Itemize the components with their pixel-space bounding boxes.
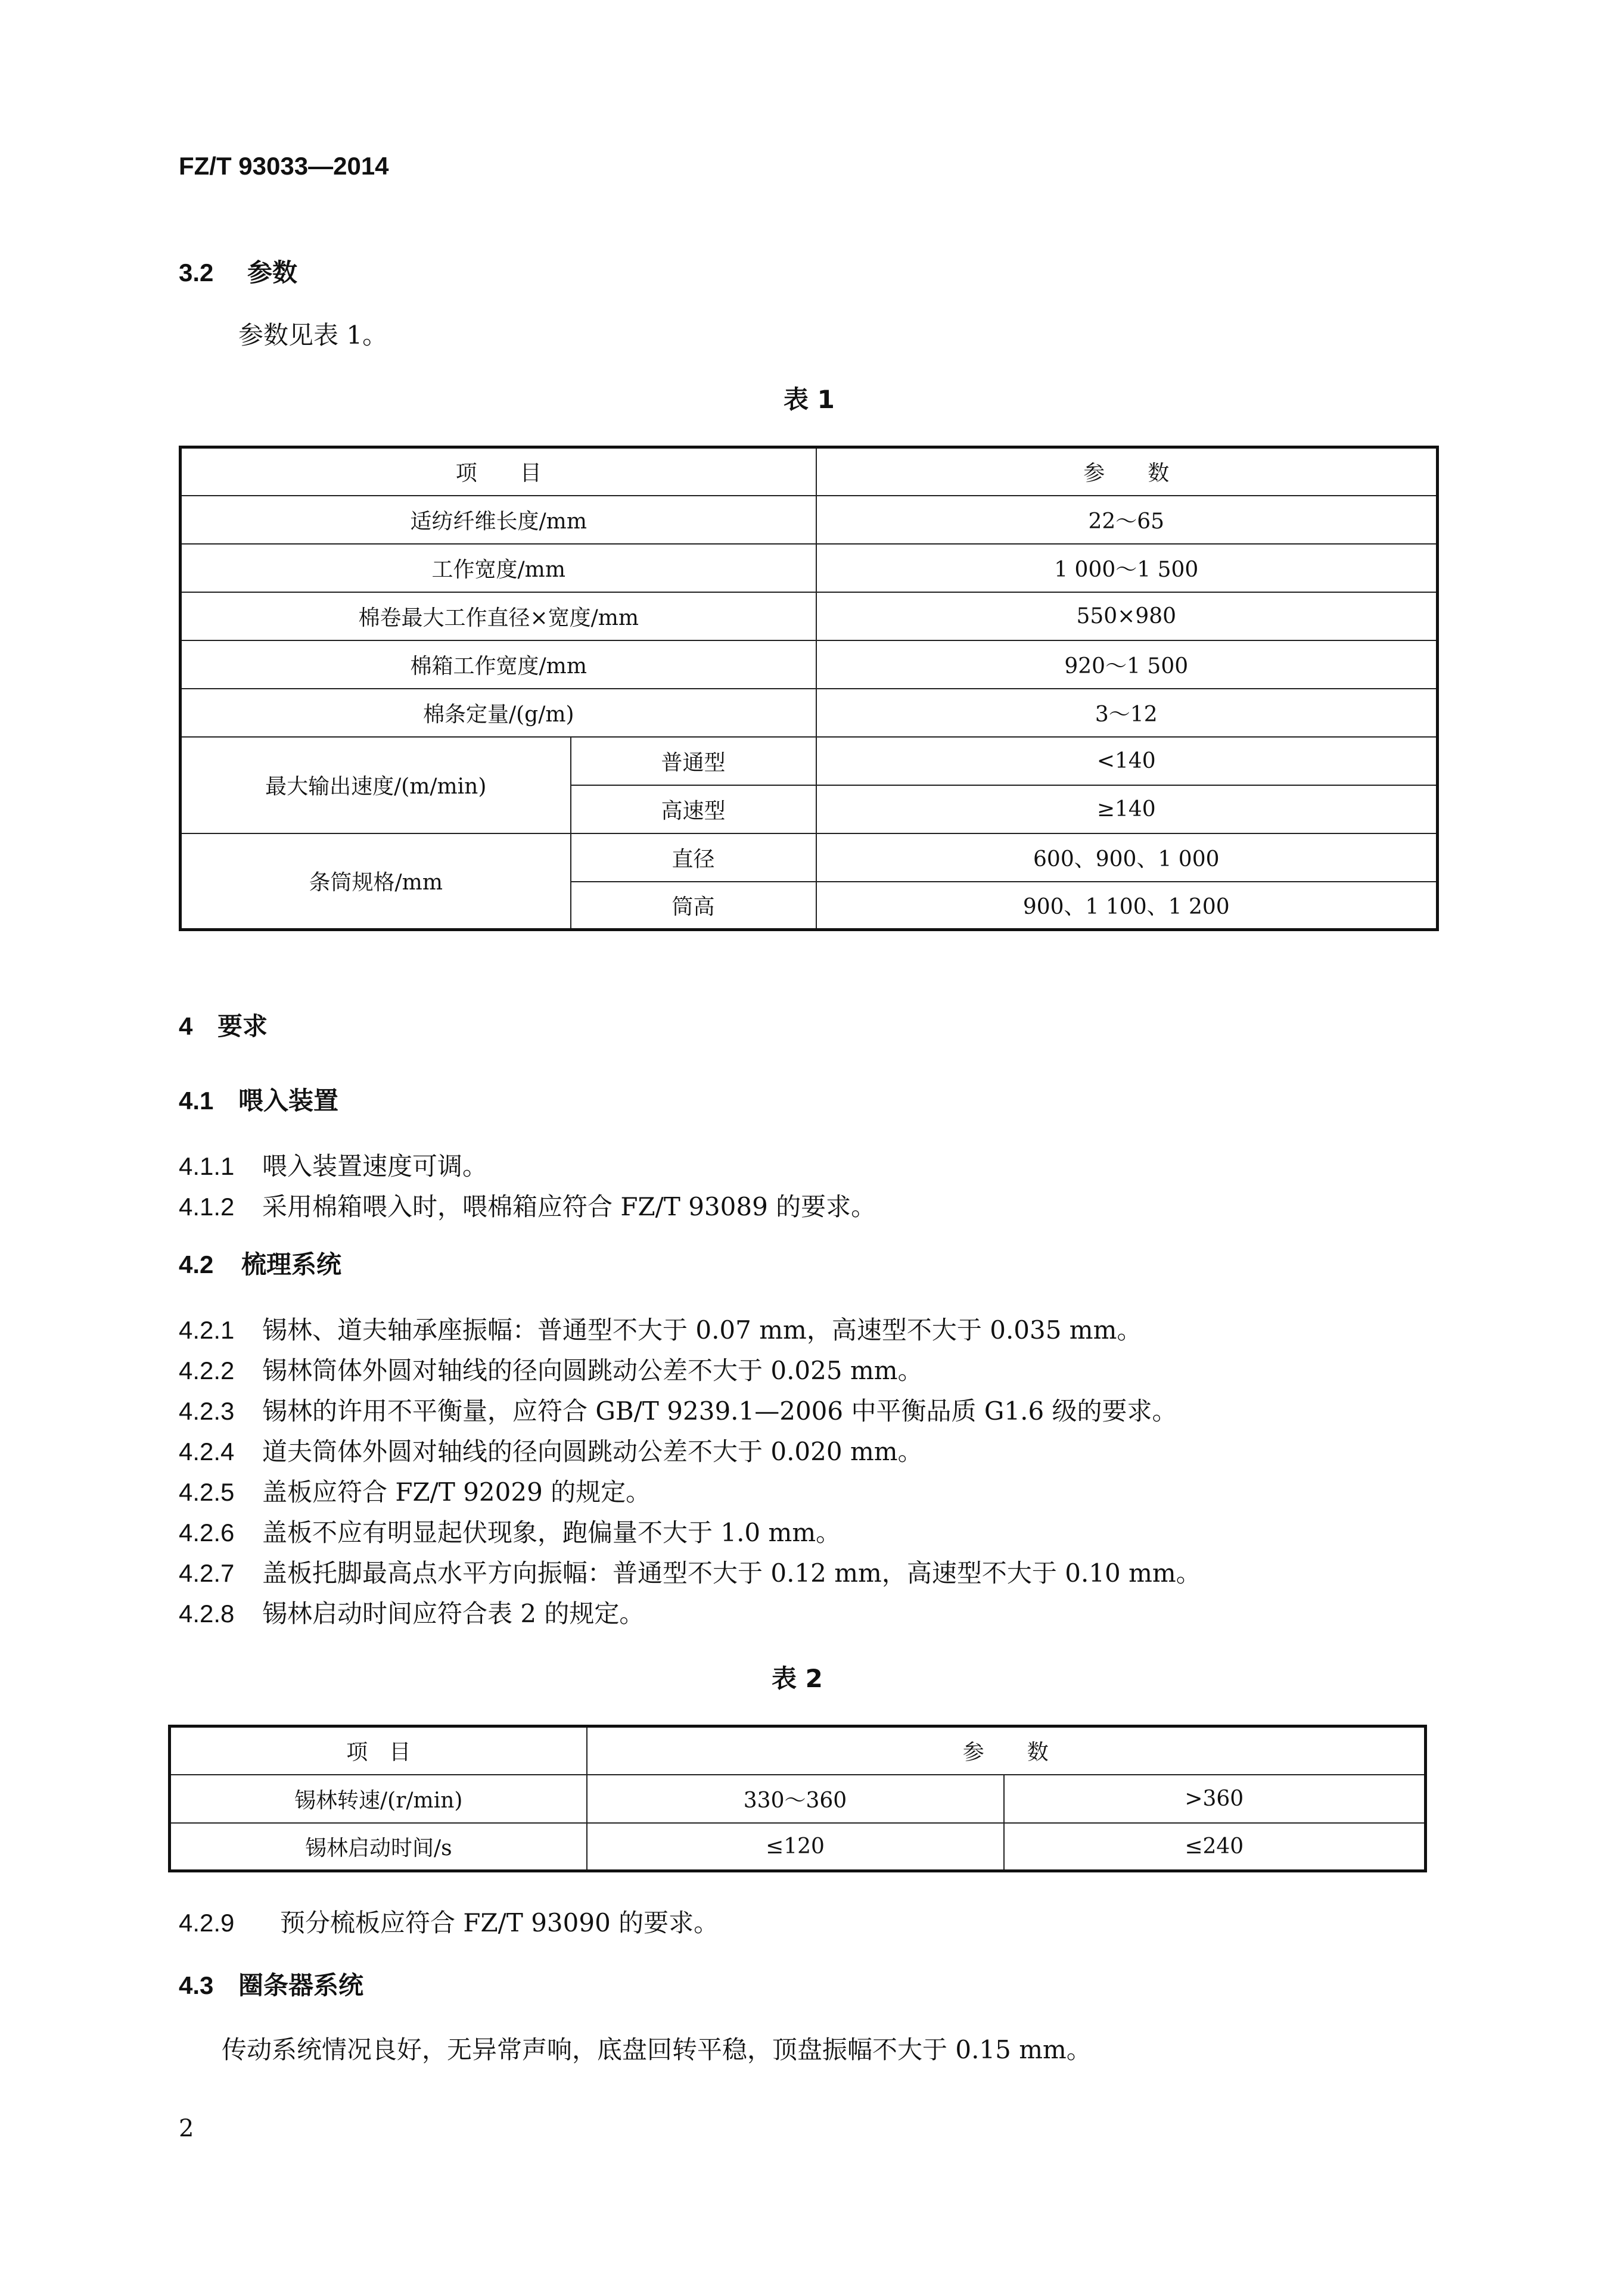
table-cell: ≤120 <box>587 1823 1004 1871</box>
clause-text: 盖板不应有明显起伏现象，跑偏量不大于 1.0 mm。 <box>262 1518 841 1547</box>
section-title: 要求 <box>217 1012 268 1041</box>
section-title: 梳理系统 <box>241 1250 342 1279</box>
clause-text: 采用棉箱喂入时，喂棉箱应符合 FZ/T 93089 的要求。 <box>262 1192 876 1221</box>
table-row <box>181 447 1438 496</box>
table-cell: ≥140 <box>816 785 1438 833</box>
section-number: 3.2 <box>179 259 214 287</box>
clause-text: 道夫筒体外圆对轴线的径向圆跳动公差不大于 0.020 mm。 <box>262 1437 923 1466</box>
table-row <box>170 1726 1426 1775</box>
table-row <box>181 544 1438 592</box>
clause-4-2-7 <box>179 1554 1201 1589</box>
clause-4-2-1 <box>179 1311 1142 1346</box>
table-1-caption: 表 1 <box>784 385 835 414</box>
table-cell: 600、900、1 000 <box>816 833 1438 882</box>
clause-text: 盖板托脚最高点水平方向振幅：普通型不大于 0.12 mm，高速型不大于 0.10 mm。 <box>262 1558 1201 1588</box>
page-number: 2 <box>179 2115 194 2142</box>
section-title: 参数 <box>247 258 298 287</box>
table-cell: 920～1 500 <box>816 640 1438 689</box>
clause-4-2-2 <box>179 1351 923 1387</box>
table-2-caption: 表 2 <box>772 1664 823 1693</box>
table-row <box>181 737 1438 785</box>
table-header-cell: 项 目 <box>170 1726 587 1775</box>
clause-number: 4.2.3 <box>179 1397 235 1425</box>
table-cell: 最大输出速度/(m/min) <box>181 737 571 833</box>
table-cell: 高速型 <box>571 785 816 833</box>
table-row <box>181 592 1438 640</box>
section-number: 4.2 <box>179 1250 214 1278</box>
clause-number: 4.1.2 <box>179 1193 235 1221</box>
table-row <box>181 833 1438 882</box>
section-3-2-text: 参数见表 1。 <box>238 321 388 350</box>
clause-number: 4.2.6 <box>179 1519 235 1547</box>
section-4-3-heading <box>179 1966 363 2002</box>
clause-4-1-2 <box>179 1187 876 1223</box>
clause-4-2-6 <box>179 1513 841 1549</box>
section-4-1-heading <box>179 1081 338 1117</box>
table-1 <box>179 446 1439 931</box>
table-cell: 1 000～1 500 <box>816 544 1438 592</box>
section-title: 圈条器系统 <box>238 1971 364 2000</box>
clause-number: 4.2.1 <box>179 1316 235 1344</box>
clause-4-2-3 <box>179 1392 1177 1427</box>
clause-text: 锡林启动时间应符合表 2 的规定。 <box>262 1599 645 1628</box>
table-header-cell: 参 数 <box>816 447 1438 496</box>
clause-4-1-1 <box>179 1147 487 1183</box>
table-row <box>181 496 1438 544</box>
table-cell: 适纺纤维长度/mm <box>181 496 816 544</box>
section-4-2-heading <box>179 1245 341 1281</box>
section-3-2-heading <box>179 253 297 289</box>
section-4-heading <box>179 1007 268 1043</box>
section-number: 4.1 <box>179 1087 214 1115</box>
clause-number: 4.1.1 <box>179 1152 235 1180</box>
clause-text: 锡林筒体外圆对轴线的径向圆跳动公差不大于 0.025 mm。 <box>262 1356 923 1385</box>
table-cell: 22～65 <box>816 496 1438 544</box>
table-cell: 棉条定量/(g/m) <box>181 689 816 737</box>
clause-number: 4.2.9 <box>179 1909 235 1937</box>
table-row <box>181 640 1438 689</box>
table-cell: 条筒规格/mm <box>181 833 571 930</box>
clause-number: 4.2.8 <box>179 1600 235 1628</box>
table-cell: 900、1 100、1 200 <box>816 882 1438 930</box>
table-cell: 工作宽度/mm <box>181 544 816 592</box>
table-cell: 棉箱工作宽度/mm <box>181 640 816 689</box>
section-title: 喂入装置 <box>238 1086 339 1115</box>
table-row <box>170 1823 1426 1871</box>
table-cell: <140 <box>816 737 1438 785</box>
section-4-3-text: 传动系统情况良好，无异常声响，底盘回转平稳，顶盘振幅不大于 0.15 mm。 <box>222 2035 1092 2064</box>
clause-number: 4.2.4 <box>179 1438 235 1466</box>
clause-4-2-5 <box>179 1473 651 1508</box>
clause-text: 盖板应符合 FZ/T 92029 的规定。 <box>262 1477 651 1507</box>
standard-number: FZ/T 93033—2014 <box>179 152 389 180</box>
clause-number: 4.2.7 <box>179 1559 235 1587</box>
table-row <box>181 689 1438 737</box>
table-cell: 直径 <box>571 833 816 882</box>
clause-text: 锡林、道夫轴承座振幅：普通型不大于 0.07 mm，高速型不大于 0.035 mm。 <box>262 1315 1142 1345</box>
clause-number: 4.2.2 <box>179 1357 235 1385</box>
section-number: 4 <box>179 1012 193 1040</box>
table-cell: 3～12 <box>816 689 1438 737</box>
table-cell: 550×980 <box>816 592 1438 640</box>
table-cell: 锡林启动时间/s <box>170 1823 587 1871</box>
table-row <box>170 1775 1426 1823</box>
clause-text: 预分梳板应符合 FZ/T 93090 的要求。 <box>280 1908 719 1937</box>
clause-4-2-9 <box>179 1903 719 1939</box>
table-2 <box>168 1725 1427 1872</box>
table-header-cell: 参 数 <box>587 1726 1426 1775</box>
table-cell: 锡林转速/(r/min) <box>170 1775 587 1823</box>
table-cell: >360 <box>1004 1775 1426 1823</box>
section-number: 4.3 <box>179 1971 214 1999</box>
table-header-cell: 项 目 <box>181 447 816 496</box>
clause-4-2-4 <box>179 1432 923 1468</box>
clause-number: 4.2.5 <box>179 1478 235 1506</box>
table-cell: ≤240 <box>1004 1823 1426 1871</box>
clause-text: 喂入装置速度可调。 <box>262 1152 488 1181</box>
table-cell: 棉卷最大工作直径×宽度/mm <box>181 592 816 640</box>
table-cell: 普通型 <box>571 737 816 785</box>
clause-text: 锡林的许用不平衡量，应符合 GB/T 9239.1—2006 中平衡品质 G1.6 级的要求。 <box>262 1396 1177 1426</box>
table-cell: 330～360 <box>587 1775 1004 1823</box>
clause-4-2-8 <box>179 1594 644 1630</box>
table-cell: 筒高 <box>571 882 816 930</box>
